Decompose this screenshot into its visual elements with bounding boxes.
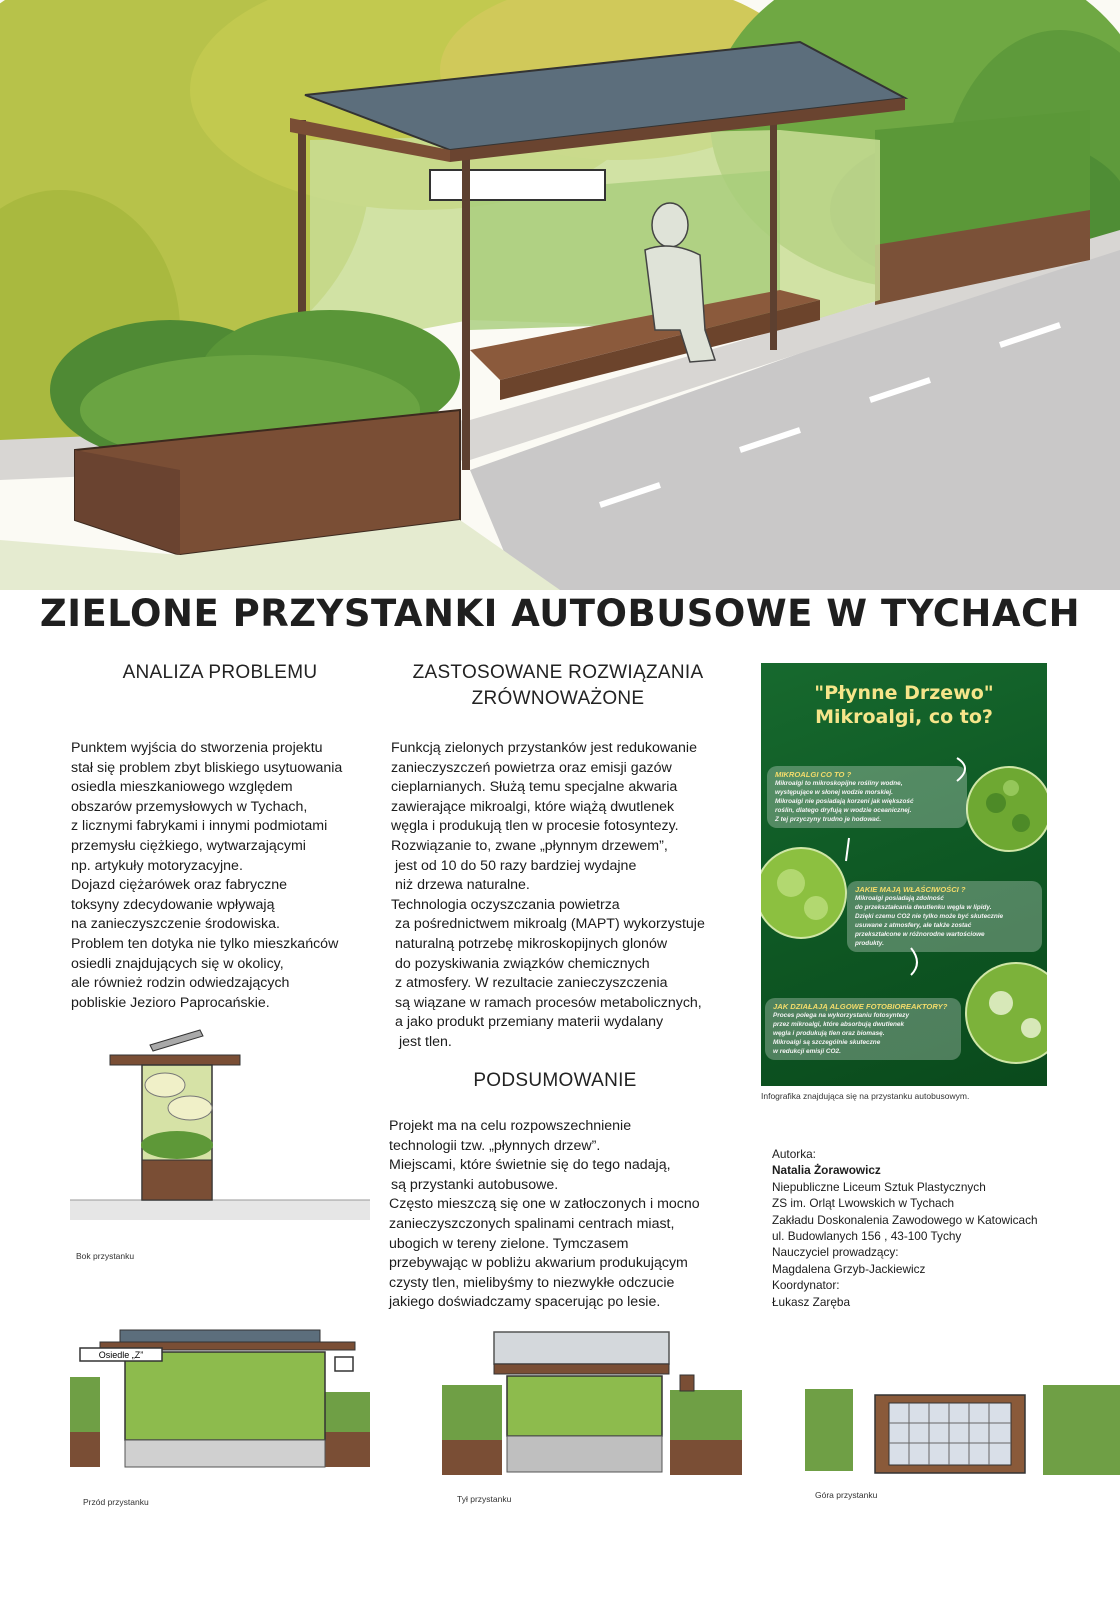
solutions-line: jest od 10 do 50 razy bardziej wydajne	[395, 857, 637, 874]
info-section-line: Dzięki czemu CO2 nie tylko może być skutecznie	[855, 913, 1004, 920]
info-section-properties	[847, 881, 1042, 952]
front-sign-text: Osiedle „Z”	[98, 1350, 144, 1360]
author-name: Natalia Żorawowicz	[772, 1163, 881, 1178]
info-section-line: Z tej przyczyny trudno je hodować.	[775, 816, 882, 823]
analysis-line: Punktem wyjścia do stworzenia projektu	[71, 740, 323, 756]
infographic-title	[761, 681, 1047, 729]
info-section-line: Mikroalgi są szczególnie skuteczne	[773, 1039, 881, 1046]
solutions-line: naturalną potrzebę mikroskopijnych glonów	[395, 935, 668, 952]
author-label: Autorka:	[772, 1147, 816, 1161]
summary-line: Miejscami, które świetnie się do tego nadają,	[389, 1157, 671, 1174]
solutions-text	[391, 739, 705, 1053]
summary-line: jakiego doświadczamy spacerując po lesie.	[389, 1294, 661, 1311]
info-section-label: JAK DZIAŁAJĄ ALGOWE FOTOBIOREAKTORY?	[773, 1002, 948, 1011]
infographic-caption: Infografika znajdująca się na przystanku autobusowym.	[761, 1091, 970, 1101]
summary-heading: PODSUMOWANIE	[473, 1070, 637, 1091]
summary-text	[389, 1117, 700, 1313]
summary-line: czysty tlen, mielibyśmy to niezwykłe odczucie	[389, 1274, 675, 1291]
info-section-line: produkty.	[855, 940, 884, 947]
solutions-line: Technologia oczyszczania powietrza	[391, 896, 620, 913]
solutions-heading	[388, 660, 728, 712]
analysis-line: np. artykuły motoryzacyjne.	[71, 857, 243, 874]
top-view-drawing	[805, 1385, 1120, 1475]
solutions-line: z atmosfery. W rezultacie zanieczyszczenia	[395, 975, 668, 992]
side-view-caption: Bok przystanku	[76, 1251, 135, 1261]
solutions-line: węgla i produkują tlen w procesie fotosyntezy.	[391, 818, 679, 835]
author-line: Magdalena Grzyb-Jackiewicz	[772, 1261, 926, 1276]
info-section-line: Mikroalgi nie posiadają korzeni jak większość	[775, 798, 914, 805]
solutions-line: za pośrednictwem mikroalg (MAPT) wykorzystuje	[395, 916, 705, 933]
summary-line: ubogich w tereny zielone. Tymczasem	[389, 1235, 629, 1252]
top-view-caption: Góra przystanku	[815, 1490, 878, 1500]
author-line: ul. Budowlanych 156 , 43-100 Tychy	[772, 1229, 962, 1244]
analysis-line: z licznymi fabrykami i innymi podmiotami	[71, 818, 328, 835]
author-line: Nauczyciel prowadzący:	[772, 1245, 899, 1260]
info-section-line: Mikroalgi to mikroskopijne rośliny wodne,	[775, 780, 903, 787]
back-view-drawing	[442, 1330, 742, 1478]
analysis-heading: ANALIZA PROBLEMU	[122, 662, 318, 683]
summary-line: Projekt ma na celu rozpowszechnienie	[389, 1118, 632, 1134]
info-section-photobioreactors	[765, 998, 961, 1060]
info-section-line: Mikroalgi posiadają zdolność	[855, 895, 944, 902]
solutions-line: jest tlen.	[399, 1033, 452, 1050]
author-line: Koordynator:	[772, 1278, 840, 1293]
solutions-line: zawierające mikroalgi, które wiążą dwutlenek	[391, 798, 675, 815]
analysis-line: na zanieczyszczenie środowiska.	[71, 916, 280, 933]
solutions-line: niż drzewa naturalne.	[395, 877, 530, 894]
info-section-line: przez mikroalgi, które absorbują dwutlenek	[773, 1021, 905, 1028]
solutions-heading-line2: ZRÓWNOWAŻONE	[471, 688, 645, 709]
info-section-label: JAKIE MAJĄ WŁAŚCIWOŚCI ?	[855, 885, 966, 894]
author-line: Zakładu Doskonalenia Zawodowego w Katowicach	[772, 1212, 1038, 1227]
analysis-line: pobliskie Jezioro Paprocańskie.	[71, 994, 270, 1011]
analysis-line: przemysłu ciężkiego, wytwarzającymi	[71, 837, 306, 854]
side-view-drawing	[70, 1020, 370, 1220]
solutions-line: a jako produkt przemiany materii wydalany	[395, 1014, 664, 1031]
analysis-line: osiedli znajdujących się w okolicy,	[71, 955, 284, 972]
author-line: ZS im. Orląt Lwowskich w Tychach	[772, 1196, 955, 1211]
info-section-what	[767, 766, 967, 828]
solutions-line: są wiązane w ramach procesów metabolicznych,	[395, 994, 702, 1011]
front-view-drawing	[70, 1322, 370, 1477]
summary-line: technologii tzw. „płynnych drzew”.	[389, 1137, 601, 1154]
solutions-line: Rozwiązanie to, zwane „płynnym drzewem”,	[391, 837, 668, 854]
info-section-line: Proces polega na wykorzystaniu fotosyntezy	[773, 1012, 910, 1019]
infographic-title-line1: "Płynne Drzewo"	[814, 682, 994, 704]
info-section-line: w redukcji emisji CO2.	[773, 1048, 841, 1055]
solutions-line: Funkcją zielonych przystanków jest redukowanie	[391, 740, 697, 756]
analysis-text	[71, 739, 342, 1013]
info-section-line: występujące w słonej wodzie morskiej.	[775, 789, 893, 796]
infographic	[761, 663, 1047, 1086]
analysis-line: osiedla mieszkaniowego względem	[71, 779, 293, 796]
poster-title: ZIELONE PRZYSTANKI AUTOBUSOWE W TYCHACH	[39, 592, 1081, 635]
summary-line: Często mieszczą się one w zatłoczonych i mocno	[389, 1196, 700, 1213]
info-section-label: MIKROALGI CO TO ?	[775, 770, 852, 779]
summary-line: zanieczyszczonych spalinami centrach miast,	[389, 1215, 675, 1232]
hero-illustration	[0, 0, 1120, 590]
solutions-line: zanieczyszczeń powietrza oraz emisji gazów	[391, 759, 672, 776]
author-block	[772, 1146, 1038, 1310]
solutions-line: cieplarnianych. Służą temu specjalne akwaria	[391, 779, 678, 796]
info-section-line: roślin, dlatego dryfują w wodzie oceanicznej.	[775, 807, 912, 814]
analysis-line: Dojazd ciężarówek oraz fabryczne	[71, 877, 288, 894]
analysis-line: stał się problem zbyt bliskiego usytuowania	[71, 759, 343, 776]
back-view-caption: Tył przystanku	[457, 1494, 512, 1504]
info-section-line: przekształcone w różnorodne wartościowe	[855, 931, 985, 938]
info-section-line: do przekształcania dwutlenku węgla w lipidy.	[855, 904, 992, 911]
infographic-title-line2: Mikroalgi, co to?	[815, 706, 993, 728]
summary-line: są przystanki autobusowe.	[391, 1176, 559, 1193]
summary-line: przebywając w pobliżu akwarium produkującym	[389, 1255, 688, 1272]
info-section-line: usuwane z atmosfery, ale także zostać	[855, 922, 972, 929]
solutions-line: do pozyskiwania związków chemicznych	[395, 955, 650, 972]
author-line: Łukasz Zaręba	[772, 1294, 851, 1309]
analysis-line: ale również rodzin odwiedzających	[71, 975, 290, 992]
analysis-line: obszarów przemysłowych w Tychach,	[71, 798, 308, 815]
author-line: Niepubliczne Liceum Sztuk Plastycznych	[772, 1179, 986, 1194]
info-section-line: węgla i produkują tlen oraz biomasę.	[773, 1030, 885, 1037]
front-view-caption: Przód przystanku	[83, 1497, 149, 1507]
analysis-line: Problem ten dotyka nie tylko mieszkańców	[71, 935, 339, 952]
analysis-line: toksyny zdecydowanie wpływają	[71, 896, 275, 913]
solutions-heading-line1: ZASTOSOWANE ROZWIĄZANIA	[412, 662, 704, 683]
